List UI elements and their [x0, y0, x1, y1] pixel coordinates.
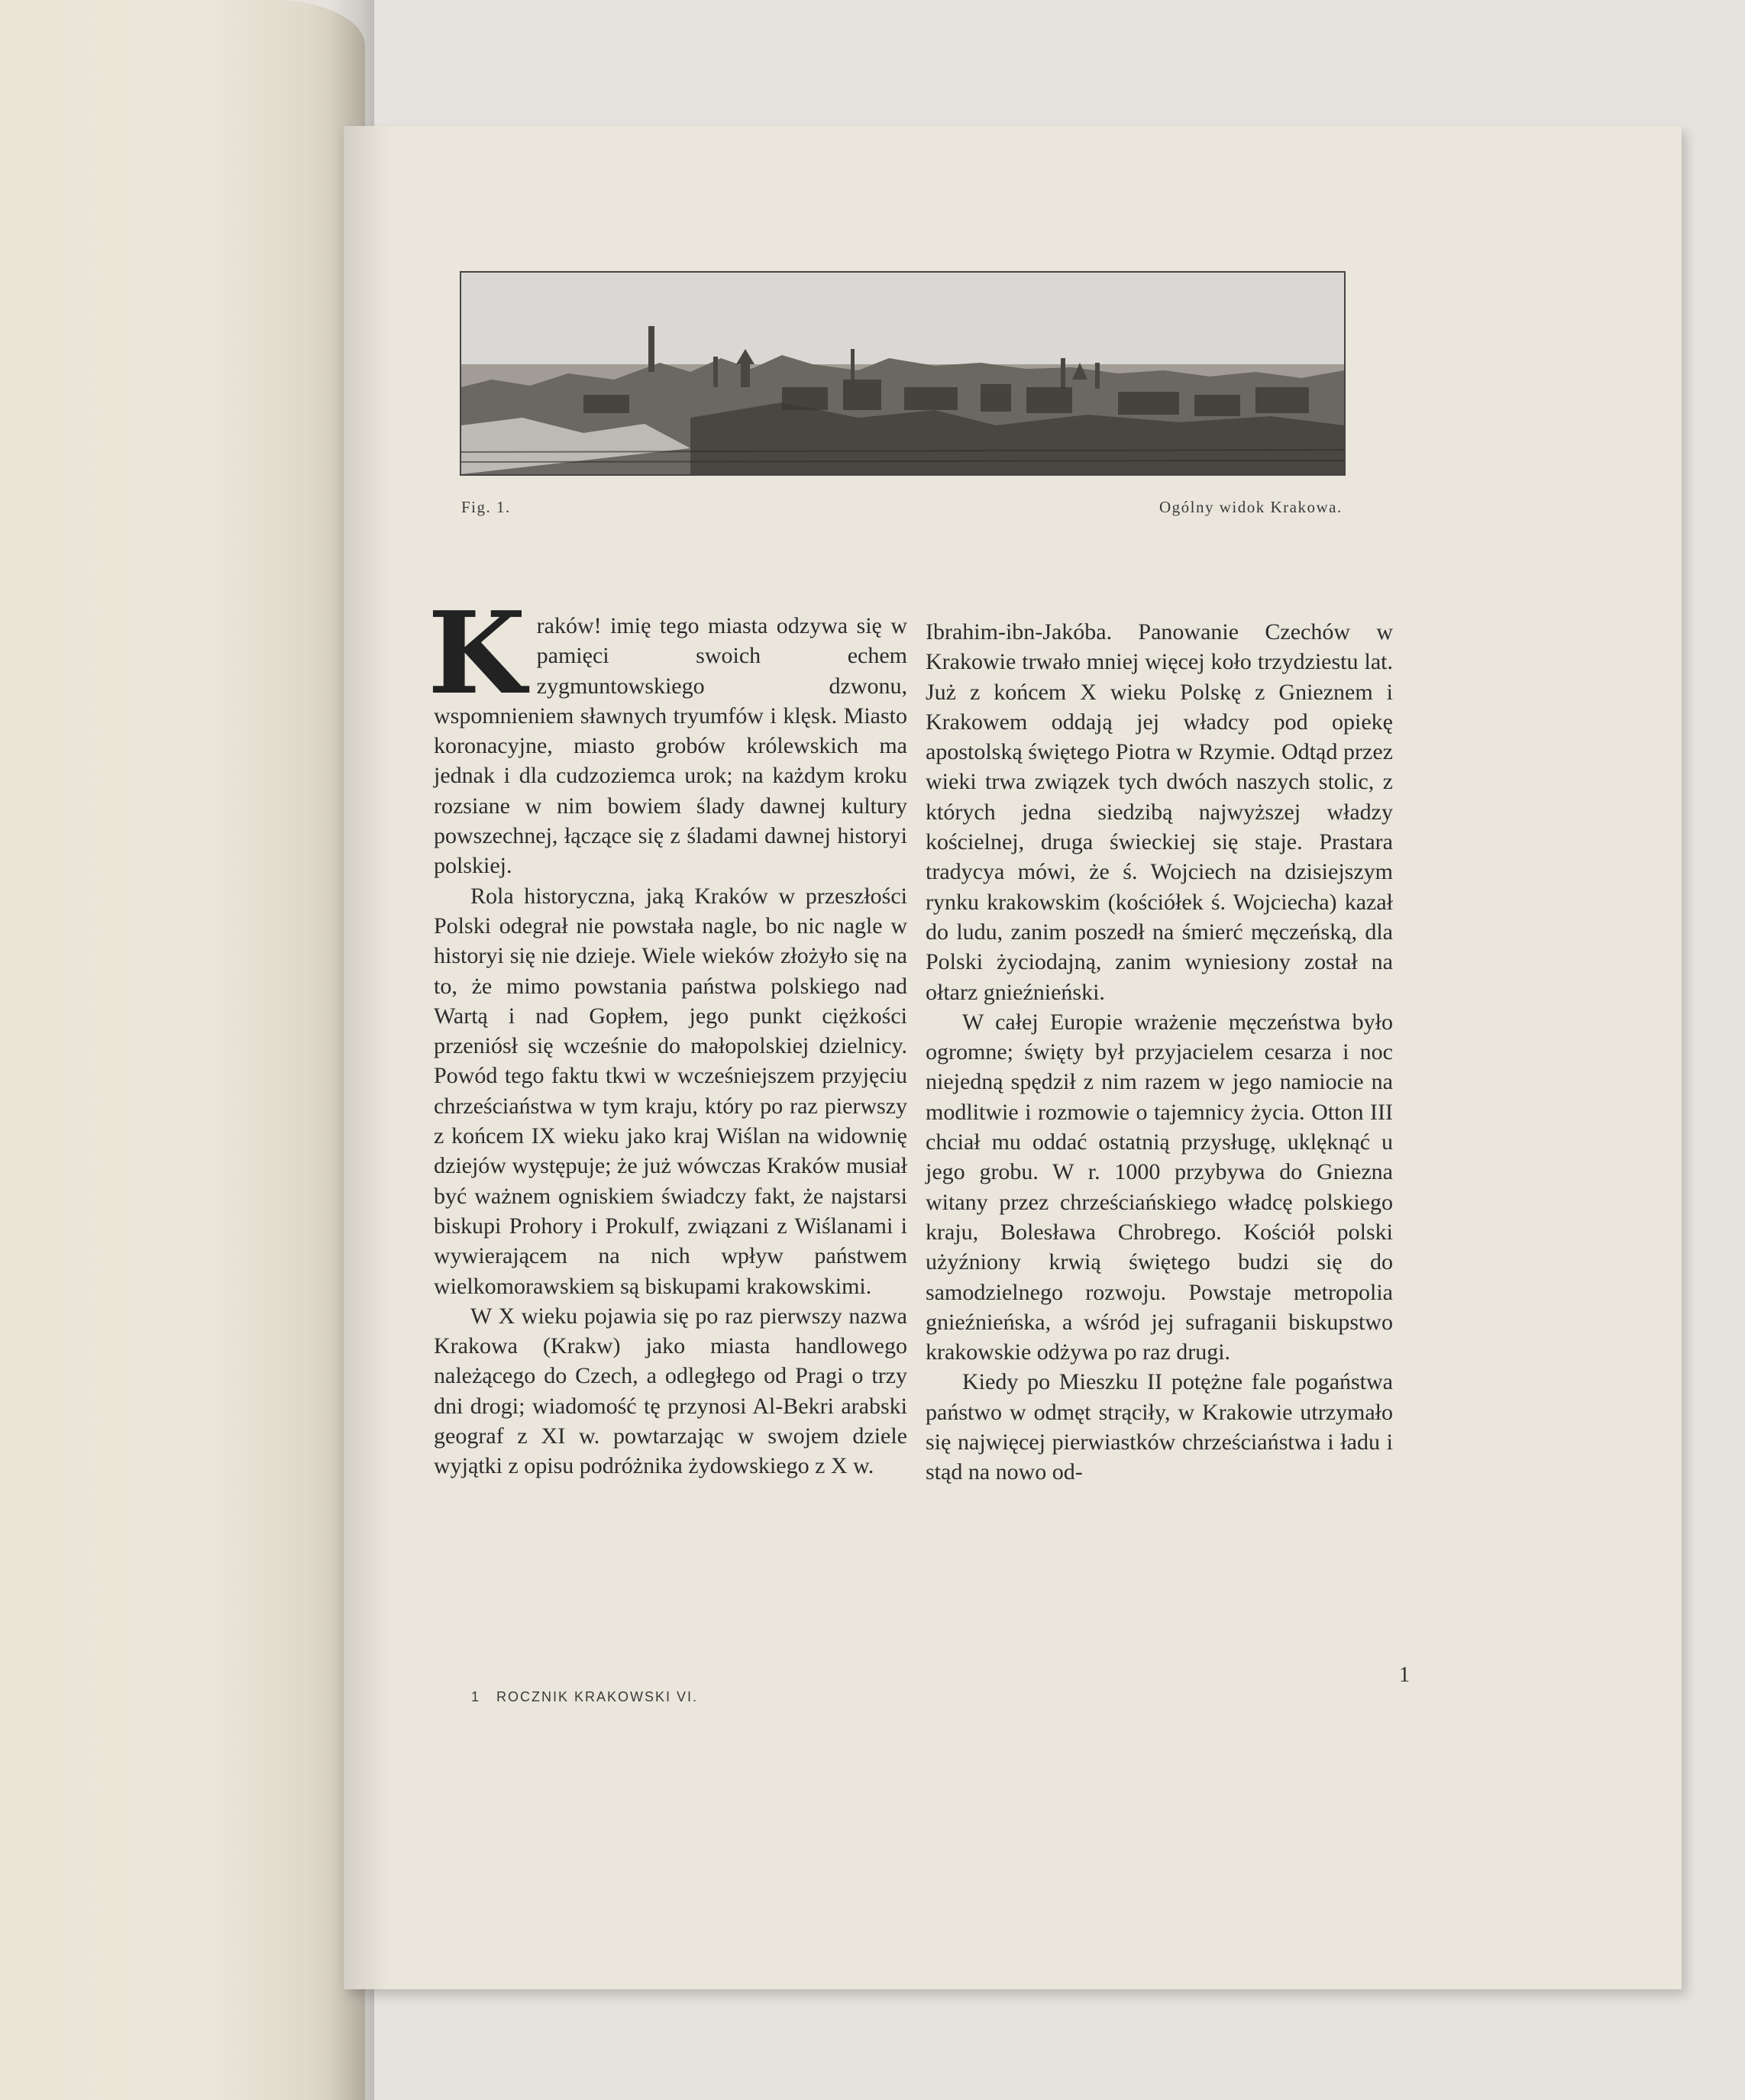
- left-page: [0, 0, 365, 2100]
- paragraph: [428, 586, 907, 881]
- paragraph: Kiedy po Mieszku II potężne fale pogaństwa państwo w odmęt strąciły, w Krakowie utrzymało się najwięcej pierwiastków chrześciaństwa i ładu i stąd na nowo od-: [926, 1369, 1393, 1485]
- text-column-right: [926, 617, 1393, 1488]
- signature-mark: 1: [471, 1689, 481, 1704]
- paragraph: Ibrahim-ibn-Jakóba. Panowanie Czechów w Krakowie trwało mniej więcej koło trzydziestu lat. Już z końcem X wieku Polskę z Gnieznem i Krakowem oddają jej władcy pod opiekę apostolską świętego Piotra w Rzymie. Odtąd przez wieki trwa związek tych dwóch naszych stolic, z których jedna siedzibą najwyższej władzy kościelnej, druga świeckiej się staje. Prastara tradycya mówi, że ś. Wojciech na dzisiejszym rynku krakowskim (kościółek ś. Wojciecha) kazał do ludu, zanim poszedł na śmierć męczeńską, dla Polski życiodajną, zanim wyniesiony został na ołtarz gnieźnieński.: [926, 619, 1393, 1005]
- running-title: ROCZNIK KRAKOWSKI VI.: [496, 1689, 699, 1704]
- paragraph-text: raków! imię tego miasta odzywa się w pamięci swoich echem zygmuntowskiego dzwonu, wspomnieniem sławnych tryumfów i klęsk. Miasto koronacyjne, miasto grobów królewskich ma jednak i dla cudzoziemca urok; na każdym kroku rozsiane w nim bowiem ślady dawnej kultury powszechnej, łączące się z śladami dawnej historyi polskiej.: [434, 613, 907, 879]
- figure-title: Ogólny widok Krakowa.: [1159, 498, 1343, 516]
- drop-cap: K: [428, 586, 526, 719]
- paragraph: Rola historyczna, jaką Kraków w przeszłości Polski odegrał nie powstała nagle, bo nic nagle w historyi się nie dzieje. Wiele wieków złożyło się na to, że mimo powstania państwa polskiego nad Wartą i nad Gopłem, jego punkt ciężkości przeniósł się wcześnie do małopolskiej dzielnicy. Powód tego faktu tkwi w wcześniejszem przyjęciu chrześciaństwa w tym kraju, który po raz pierwszy z końcem IX wieku jako kraj Wiślan na widownię dziejów występuje; że już wówczas Kraków musiał być ważnem ogniskiem świadczy fakt, że najstarsi biskupi Prohory i Prokulf, związani z Wiślanami i wywierającem na nich wpływ państwem wielkomorawskiem są biskupami krakowskimi.: [434, 883, 907, 1299]
- page-number: 1: [1399, 1663, 1410, 1687]
- page-footer: [471, 1689, 698, 1705]
- text-column-left: [428, 586, 907, 1481]
- figure-label: Fig. 1.: [461, 498, 511, 516]
- page-gutter: [344, 126, 389, 1989]
- paragraph: W X wieku pojawia się po raz pierwszy nazwa Krakowa (Krakw) jako miasta handlowego należącego do Czech, a odległego od Pragi o trzy dni drogi; wiadomość tę przynosi Al-Bekri arabski geograf z XI w. powtarzając w swojem dziele wyjątki z opisu podróżnika żydowskiego z X w.: [434, 1303, 907, 1479]
- paragraph: W całej Europie wrażenie męczeństwa było ogromne; święty był przyjacielem cesarza i noc niejedną spędził z nim razem w jego namiocie na modlitwie i rozmowie o tajemnicy życia. Otton III chciał mu oddać ostatnią przysługę, uklęknąć u jego grobu. W r. 1000 przybywa do Gniezna witany przez chrześciańskiego władcę polskiego kraju, Bolesława Chrobrego. Kościół polski użyźniony krwią świętego budzi się do samodzielnego rozwoju. Powstaje metropolia gnieźnieńska, a wśród jej sufraganii biskupstwo krakowskie odżywa po raz drugi.: [926, 1009, 1393, 1365]
- panorama-engraving: [460, 271, 1346, 476]
- krakow-skyline-illustration: [461, 273, 1344, 474]
